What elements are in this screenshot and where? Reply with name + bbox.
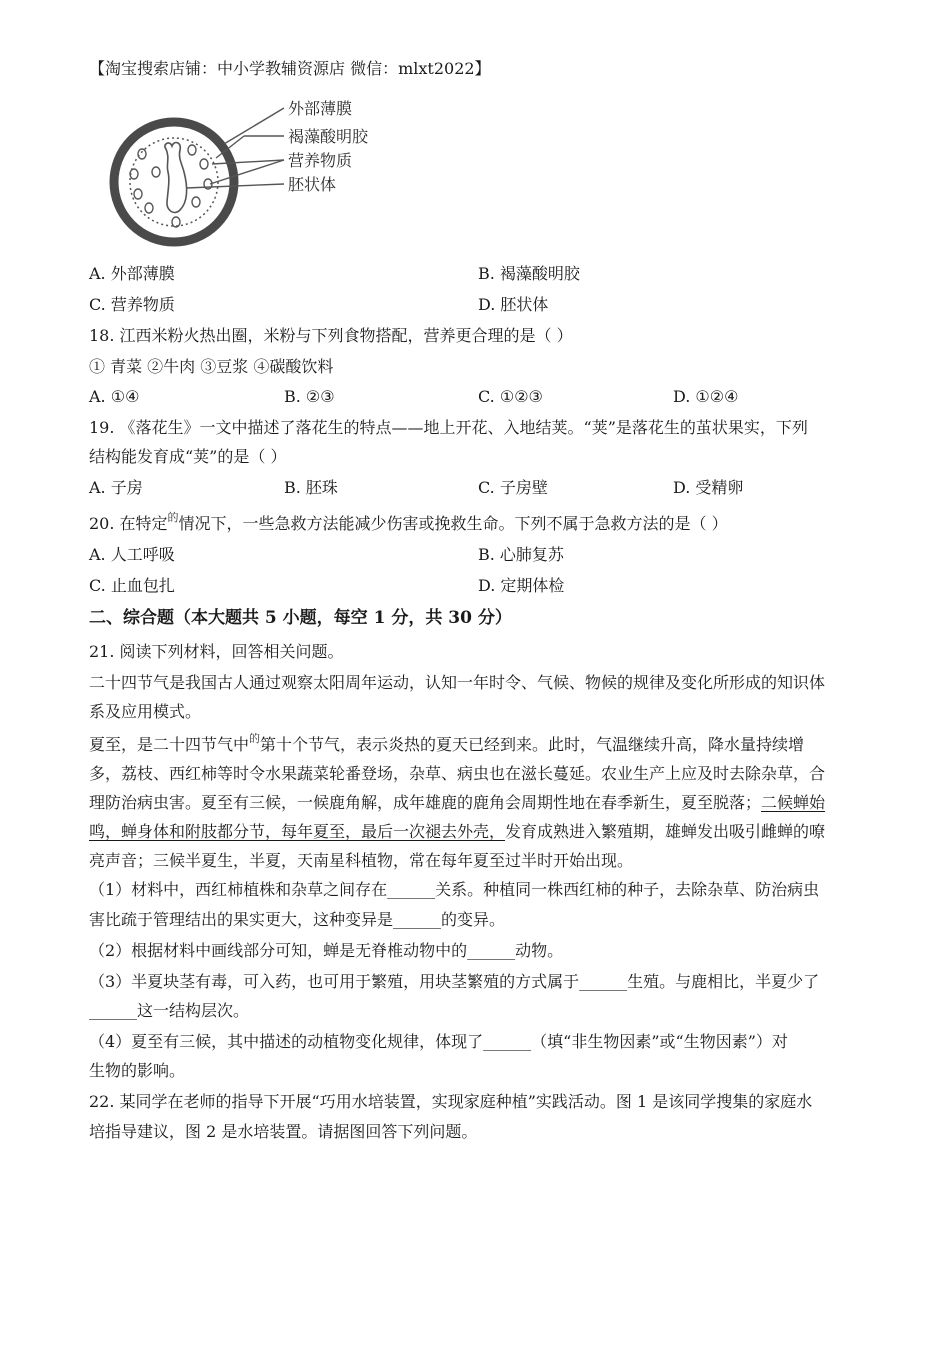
q19-stem-line2: 结构能发育成“荚”的是（ ） xyxy=(89,447,287,466)
q21-sub4-line1: （4）夏至有三候，其中描述的动植物变化规律，体现了______（填“非生物因素”或“生物因素”）对 xyxy=(89,1032,788,1051)
q17-option-b: B. 褐藻酸明胶 xyxy=(478,264,580,283)
q21-sub3-line1: （3）半夏块茎有毒，可入药，也可用于繁殖，用块茎繁殖的方式属于______生殖。与鹿相比，半夏少了 xyxy=(89,972,820,991)
header-watermark: 【淘宝搜索店铺：中小学教辅资源店 微信：mlxt2022】 xyxy=(89,59,491,78)
underlined-text: 鸣，蝉身体和附肢都分节，每年夏至，最后一次褪去外壳， xyxy=(89,822,506,841)
embryoid-shape xyxy=(165,143,187,213)
q21-para2-line5: 亮声音；三候半夏生，半夏，天南星科植物，常在每年夏至过半时开始出现。 xyxy=(89,851,634,870)
q17-option-c: C. 营养物质 xyxy=(89,295,175,314)
q18-items: ① 青菜 ②牛肉 ③豆浆 ④碳酸饮料 xyxy=(89,357,334,376)
q20-option-b: B. 心肺复苏 xyxy=(478,545,564,564)
q22-stem-line2: 培指导建议，图 2 是水培装置。请据图回答下列问题。 xyxy=(89,1122,478,1141)
nutrient-dot xyxy=(152,167,160,177)
q21-para1-line1: 二十四节气是我国古人通过观察太阳周年运动，认知一年时令、气候、物候的规律及变化所形成的知识体 xyxy=(89,673,826,692)
q19-option-c: C. 子房壁 xyxy=(478,478,548,497)
q19-stem-line1: 19. 《落花生》一文中描述了落花生的特点——地上开花、入地结荚。“荚”是落花生的茧状果实，下列 xyxy=(89,418,808,437)
nutrient-dot xyxy=(188,145,196,155)
label-outer-membrane: 外部薄膜 xyxy=(288,99,353,118)
q21-sub1-line2: 害比疏于管理结出的果实更大，这种变异是______的变异。 xyxy=(89,910,506,929)
underlined-text: 二候蝉始 xyxy=(761,793,826,812)
nutrient-dot xyxy=(145,203,153,213)
q20-option-a: A. 人工呼吸 xyxy=(89,545,175,564)
q21-sub2: （2）根据材料中画线部分可知，蝉是无脊椎动物中的______动物。 xyxy=(89,941,564,960)
label-nutrients: 营养物质 xyxy=(288,151,353,170)
q21-para1-line2: 系及应用模式。 xyxy=(89,702,202,721)
nutrient-dot xyxy=(192,197,200,207)
nutrient-dot xyxy=(138,149,146,159)
q18-option-b: B. ②③ xyxy=(284,387,335,406)
q21-stem: 21. 阅读下列材料，回答相关问题。 xyxy=(89,642,344,661)
q20-option-c: C. 止血包扎 xyxy=(89,576,175,595)
q21-para2-line1: 夏至，是二十四节气中$^的$第十个节气，表示炎热的夏天已经到来。此时，气温继续升高，降水量持续增 xyxy=(89,732,805,754)
artificial-seed-figure xyxy=(104,92,374,257)
q18-option-d: D. ①②④ xyxy=(673,387,739,406)
q21-para2-line3: 理防治病虫害。夏至有三候，一候鹿角解，成年雄鹿的鹿角会周期性地在春季新生，夏至脱落；二候蝉始 xyxy=(89,793,826,812)
q20-stem: 20. 在特定$^的$情况下，一些急救方法能减少伤害或挽救生命。下列不属于急救方法的是（ ） xyxy=(89,511,728,533)
nutrient-dot xyxy=(134,189,142,199)
q20-option-d: D. 定期体检 xyxy=(478,576,565,595)
q17-option-a: A. 外部薄膜 xyxy=(89,264,175,283)
leader-line xyxy=(224,108,284,144)
q18-option-c: C. ①②③ xyxy=(478,387,543,406)
q22-stem-line1: 22. 某同学在老师的指导下开展“巧用水培装置，实现家庭种植”实践活动。图 1 是该同学搜集的家庭水 xyxy=(89,1092,813,1111)
q21-para2-line4: 鸣，蝉身体和附肢都分节，每年夏至，最后一次褪去外壳，发育成熟进入繁殖期，雄蝉发出吸引雌蝉的嘹 xyxy=(89,822,826,841)
label-alginate-gel: 褐藻酸明胶 xyxy=(288,127,369,146)
q19-option-b: B. 胚珠 xyxy=(284,478,338,497)
q17-option-d: D. 胚状体 xyxy=(478,295,549,314)
q21-para2-line2: 多，荔枝、西红柿等时令水果蔬菜轮番登场，杂草、病虫也在滋长蔓延。农业生产上应及时去除杂草，合 xyxy=(89,764,826,783)
nutrient-dot xyxy=(200,159,208,169)
q19-option-d: D. 受精卵 xyxy=(673,478,744,497)
q21-sub1-line1: （1）材料中，西红柿植株和杂草之间存在______关系。种植同一株西红柿的种子，去除杂草、防治病虫 xyxy=(89,880,820,899)
label-embryoid: 胚状体 xyxy=(288,175,337,194)
q18-stem: 18. 江西米粉火热出圈，米粉与下列食物搭配，营养更合理的是（ ） xyxy=(89,326,573,345)
q21-sub4-line2: 生物的影响。 xyxy=(89,1061,186,1080)
q18-option-a: A. ①④ xyxy=(89,387,140,406)
q19-option-a: A. 子房 xyxy=(89,478,143,497)
section2-title: 二、综合题（本大题共 5 小题，每空 1 分，共 30 分） xyxy=(89,608,512,628)
q21-sub3-line2: ______这一结构层次。 xyxy=(89,1001,250,1020)
